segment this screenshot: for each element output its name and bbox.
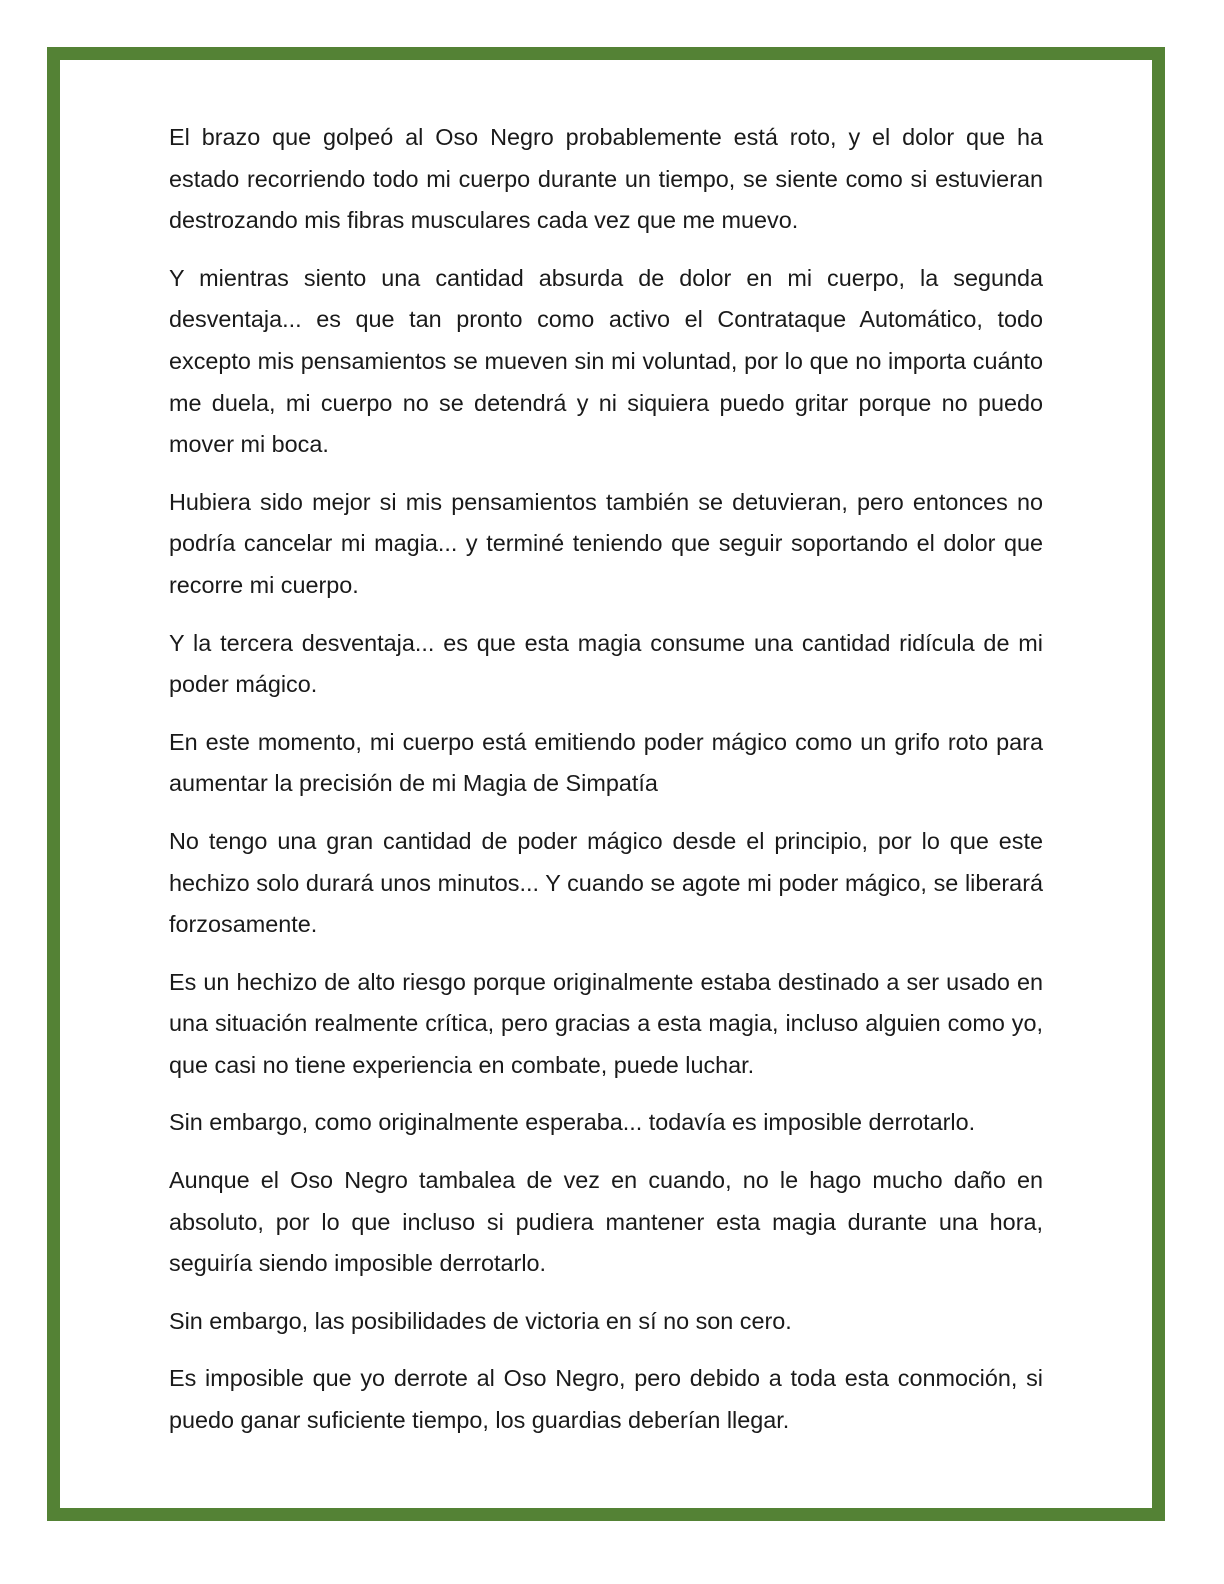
paragraph: En este momento, mi cuerpo está emitiendo poder mágico como un grifo roto para aumentar la precisión de mi Magia de Simpatía bbox=[169, 728, 1043, 797]
document-body bbox=[169, 117, 1043, 1442]
paragraph: Aunque el Oso Negro tambalea de vez en cuando, no le hago mucho daño en absoluto, por lo que incluso si pudiera mantener esta magia durante una hora, seguiría siendo imposible derrotarlo. bbox=[169, 1167, 1043, 1277]
paragraph: Hubiera sido mejor si mis pensamientos también se detuvieran, pero entonces no podría cancelar mi magia... y terminé teniendo que seguir soportando el dolor que recorre mi cuerpo. bbox=[169, 488, 1043, 598]
paragraph: El brazo que golpeó al Oso Negro probablemente está roto, y el dolor que ha estado recorriendo todo mi cuerpo durante un tiempo, se siente como si estuvieran destrozando mis fibras musculares cada vez que me muevo. bbox=[169, 124, 1043, 234]
paragraph: Es un hechizo de alto riesgo porque originalmente estaba destinado a ser usado en una situación realmente crítica, pero gracias a esta magia, incluso alguien como yo, que casi no tiene experiencia en combate, puede luchar. bbox=[169, 968, 1043, 1078]
paragraph: Y mientras siento una cantidad absurda de dolor en mi cuerpo, la segunda desventaja... es que tan pronto como activo el Contrataque Automático, todo excepto mis pensamientos se mueven sin mi voluntad, por lo que no importa cuánto me duela, mi cuerpo no se detendrá y ni siquiera puedo gritar porque no puedo mover mi boca. bbox=[169, 264, 1043, 458]
paragraph: Sin embargo, las posibilidades de victoria en sí no son cero. bbox=[169, 1307, 792, 1334]
paragraph: Sin embargo, como originalmente esperaba... todavía es imposible derrotarlo. bbox=[169, 1109, 976, 1136]
paragraph: Y la tercera desventaja... es que esta magia consume una cantidad ridícula de mi poder mágico. bbox=[169, 629, 1043, 698]
paragraph: Es imposible que yo derrote al Oso Negro, pero debido a toda esta conmoción, si puedo ganar suficiente tiempo, los guardias deberían llegar. bbox=[169, 1365, 1043, 1434]
paragraph: No tengo una gran cantidad de poder mágico desde el principio, por lo que este hechizo solo durará unos minutos... Y cuando se agote mi poder mágico, se liberará forzosamente. bbox=[169, 827, 1043, 938]
